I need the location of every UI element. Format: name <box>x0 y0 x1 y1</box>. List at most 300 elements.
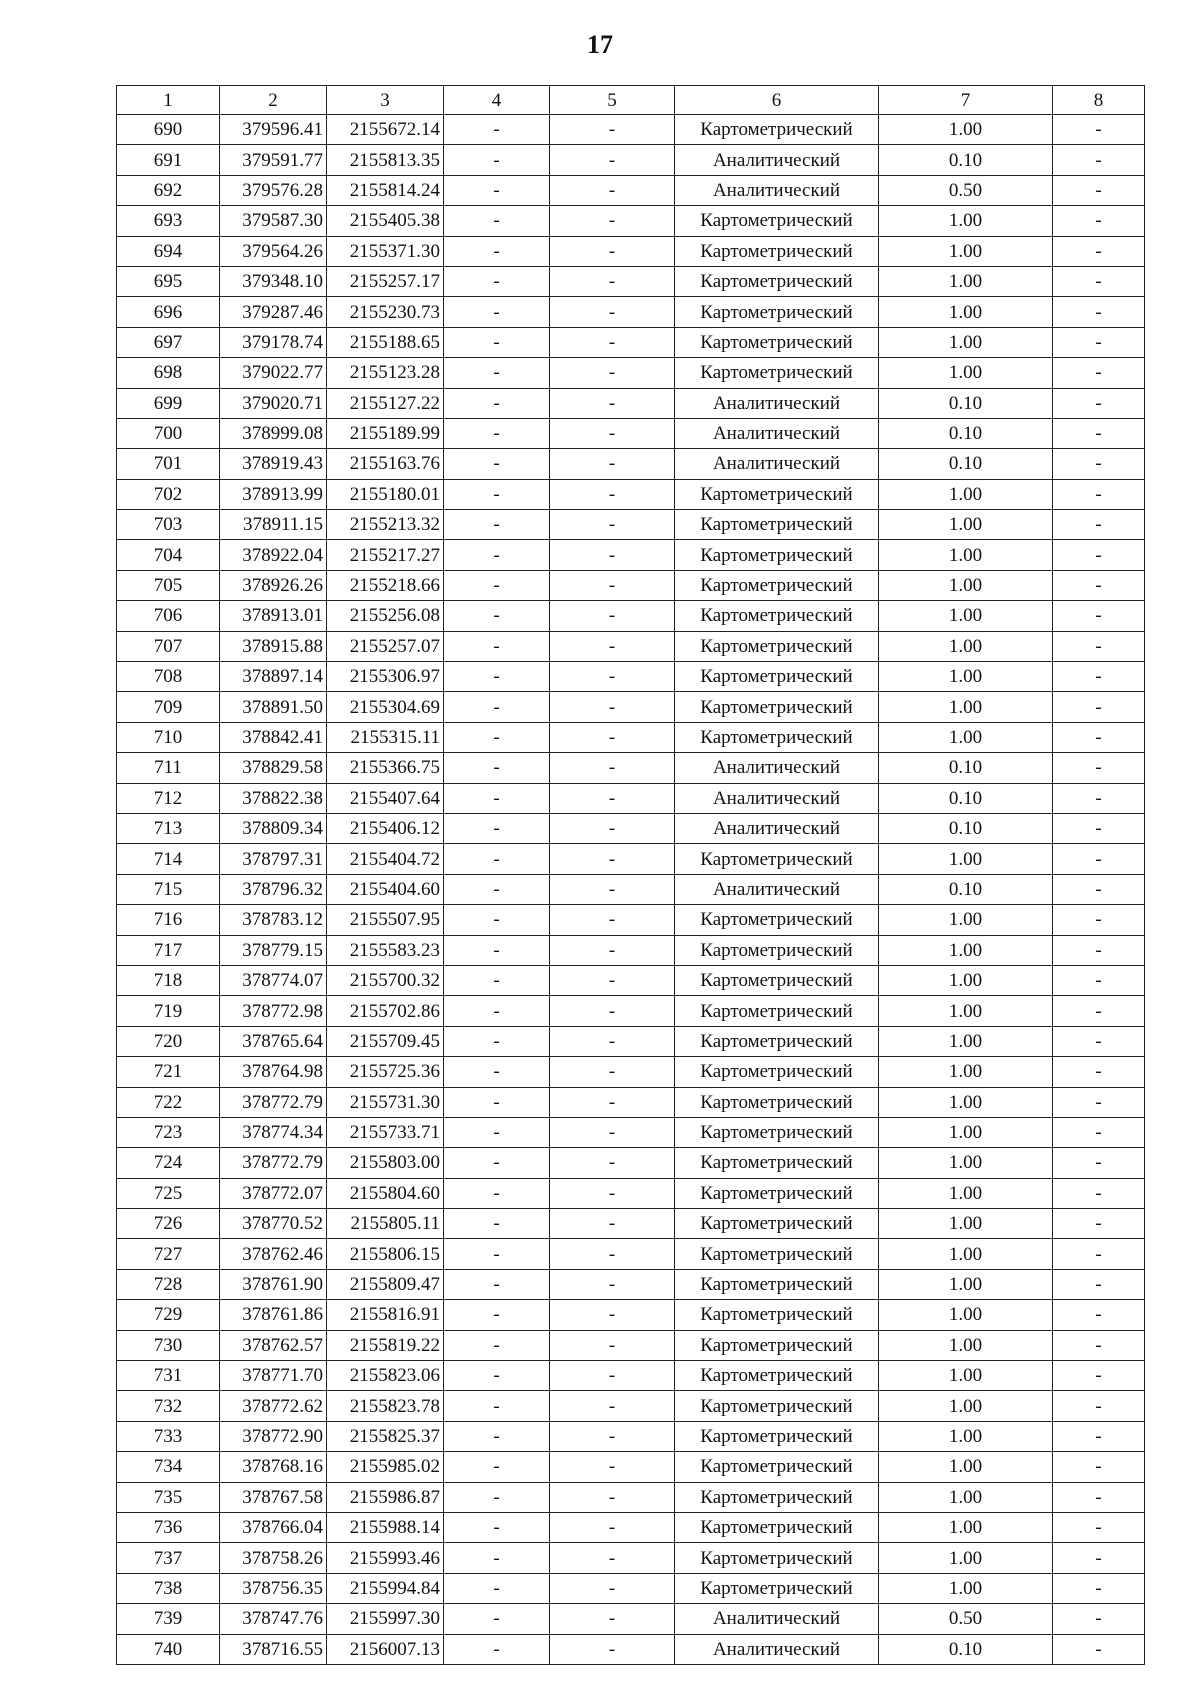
table-cell: 0.10 <box>879 449 1053 479</box>
table-row <box>117 540 1145 570</box>
table-cell: - <box>444 1361 550 1391</box>
table-cell: 0.10 <box>879 874 1053 904</box>
table-cell: 378747.76 <box>220 1604 327 1634</box>
table-cell: - <box>444 479 550 509</box>
table-cell: 378913.01 <box>220 601 327 631</box>
table-cell: 2155404.60 <box>327 874 444 904</box>
table-cell: - <box>444 510 550 540</box>
table-cell: - <box>444 844 550 874</box>
table-row <box>117 1482 1145 1512</box>
table-cell: - <box>550 722 675 752</box>
table-cell: - <box>550 1452 675 1482</box>
table-cell: 379564.26 <box>220 236 327 266</box>
table-cell: - <box>1053 1117 1145 1147</box>
table-cell: Картометрический <box>675 631 879 661</box>
table-cell: 2155406.12 <box>327 813 444 843</box>
table-cell: - <box>550 1361 675 1391</box>
table-cell: 1.00 <box>879 1148 1053 1178</box>
table-cell: - <box>550 813 675 843</box>
table-cell: - <box>444 236 550 266</box>
table-cell: Картометрический <box>675 1330 879 1360</box>
table-cell: 378766.04 <box>220 1512 327 1542</box>
table-cell: - <box>444 601 550 631</box>
table-cell: Картометрический <box>675 479 879 509</box>
table-cell: - <box>550 540 675 570</box>
column-header: 2 <box>220 86 327 115</box>
table-cell: 1.00 <box>879 601 1053 631</box>
table-cell: - <box>550 510 675 540</box>
table-cell: 378765.64 <box>220 1026 327 1056</box>
table-cell: 728 <box>117 1269 220 1299</box>
table-cell: 2155733.71 <box>327 1117 444 1147</box>
table-cell: 2155997.30 <box>327 1604 444 1634</box>
table-cell: 378716.55 <box>220 1634 327 1664</box>
table-row <box>117 1148 1145 1178</box>
table-cell: 0.50 <box>879 175 1053 205</box>
table-cell: - <box>444 1482 550 1512</box>
column-header: 3 <box>327 86 444 115</box>
table-cell: 379596.41 <box>220 115 327 145</box>
table-cell: 2155127.22 <box>327 388 444 418</box>
table-cell: 725 <box>117 1178 220 1208</box>
table-cell: Картометрический <box>675 1209 879 1239</box>
table-cell: 706 <box>117 601 220 631</box>
table-cell: - <box>444 1634 550 1664</box>
table-cell: - <box>1053 692 1145 722</box>
table-row <box>117 1300 1145 1330</box>
table-row <box>117 145 1145 175</box>
table-cell: - <box>550 1148 675 1178</box>
table-cell: 378999.08 <box>220 418 327 448</box>
table-row <box>117 1604 1145 1634</box>
table-cell: 1.00 <box>879 1421 1053 1451</box>
table-cell: Картометрический <box>675 905 879 935</box>
table-cell: Картометрический <box>675 1117 879 1147</box>
table-cell: Картометрический <box>675 1543 879 1573</box>
table-cell: - <box>1053 266 1145 296</box>
table-cell: Картометрический <box>675 1361 879 1391</box>
table-cell: - <box>444 175 550 205</box>
table-cell: 379587.30 <box>220 206 327 236</box>
table-cell: 2155407.64 <box>327 783 444 813</box>
table-cell: - <box>444 1452 550 1482</box>
table-cell: - <box>444 722 550 752</box>
table-cell: - <box>444 692 550 722</box>
table-row <box>117 662 1145 692</box>
table-cell: 1.00 <box>879 206 1053 236</box>
table-row <box>117 449 1145 479</box>
column-header: 5 <box>550 86 675 115</box>
table-cell: - <box>1053 1604 1145 1634</box>
table-cell: Картометрический <box>675 1482 879 1512</box>
table-cell: 378772.07 <box>220 1178 327 1208</box>
table-cell: 378762.46 <box>220 1239 327 1269</box>
table-cell: - <box>1053 115 1145 145</box>
table-cell: 1.00 <box>879 1482 1053 1512</box>
table-cell: - <box>550 753 675 783</box>
table-row <box>117 479 1145 509</box>
table-cell: - <box>1053 1026 1145 1056</box>
table-cell: 2156007.13 <box>327 1634 444 1664</box>
table-cell: Картометрический <box>675 662 879 692</box>
table-cell: - <box>444 206 550 236</box>
table-cell: - <box>444 358 550 388</box>
table-row <box>117 115 1145 145</box>
table-cell: - <box>444 996 550 1026</box>
table-row <box>117 266 1145 296</box>
table-cell: 1.00 <box>879 540 1053 570</box>
table-cell: 1.00 <box>879 1087 1053 1117</box>
table-cell: Картометрический <box>675 1391 879 1421</box>
table-cell: 690 <box>117 115 220 145</box>
table-cell: Картометрический <box>675 327 879 357</box>
table-cell: 378768.16 <box>220 1452 327 1482</box>
table-cell: 1.00 <box>879 115 1053 145</box>
table-cell: Картометрический <box>675 540 879 570</box>
table-cell: - <box>1053 358 1145 388</box>
table-cell: 378772.98 <box>220 996 327 1026</box>
table-cell: - <box>1053 1421 1145 1451</box>
table-cell: - <box>1053 175 1145 205</box>
table-cell: - <box>1053 813 1145 843</box>
table-cell: - <box>1053 1361 1145 1391</box>
table-cell: - <box>1053 1209 1145 1239</box>
table-cell: - <box>444 570 550 600</box>
table-row <box>117 1269 1145 1299</box>
table-cell: - <box>444 115 550 145</box>
table-cell: - <box>550 206 675 236</box>
table-cell: - <box>1053 753 1145 783</box>
table-cell: - <box>550 358 675 388</box>
table-cell: 2155819.22 <box>327 1330 444 1360</box>
column-header: 7 <box>879 86 1053 115</box>
table-cell: - <box>444 388 550 418</box>
table-cell: - <box>550 1573 675 1603</box>
table-row <box>117 1209 1145 1239</box>
table-cell: 1.00 <box>879 1178 1053 1208</box>
table-cell: - <box>550 266 675 296</box>
table-cell: Картометрический <box>675 1087 879 1117</box>
table-cell: - <box>1053 388 1145 418</box>
table-cell: 2155994.84 <box>327 1573 444 1603</box>
table-cell: - <box>1053 1239 1145 1269</box>
table-row <box>117 1421 1145 1451</box>
table-cell: 727 <box>117 1239 220 1269</box>
table-cell: 2155507.95 <box>327 905 444 935</box>
table-row <box>117 601 1145 631</box>
table-cell: - <box>444 874 550 904</box>
table-cell: 1.00 <box>879 1361 1053 1391</box>
table-cell: Картометрический <box>675 1573 879 1603</box>
table-cell: 1.00 <box>879 236 1053 266</box>
table-cell: Аналитический <box>675 388 879 418</box>
table-cell: 2155813.35 <box>327 145 444 175</box>
table-cell: 2155806.15 <box>327 1239 444 1269</box>
table-row <box>117 297 1145 327</box>
table-cell: - <box>1053 297 1145 327</box>
table-cell: 378891.50 <box>220 692 327 722</box>
table-cell: 1.00 <box>879 1512 1053 1542</box>
table-cell: - <box>1053 449 1145 479</box>
table-cell: Аналитический <box>675 783 879 813</box>
table-cell: - <box>1053 722 1145 752</box>
table-row <box>117 236 1145 266</box>
table-cell: 378822.38 <box>220 783 327 813</box>
table-cell: - <box>1053 1330 1145 1360</box>
table-row <box>117 327 1145 357</box>
table-cell: 378772.90 <box>220 1421 327 1451</box>
table-cell: - <box>444 905 550 935</box>
table-cell: 2155213.32 <box>327 510 444 540</box>
table-cell: 2155814.24 <box>327 175 444 205</box>
table-cell: - <box>550 631 675 661</box>
table-cell: 379178.74 <box>220 327 327 357</box>
table-cell: 734 <box>117 1452 220 1482</box>
table-cell: - <box>550 1300 675 1330</box>
table-cell: 710 <box>117 722 220 752</box>
table-cell: - <box>444 1421 550 1451</box>
table-cell: 1.00 <box>879 1117 1053 1147</box>
table-cell: Картометрический <box>675 1512 879 1542</box>
table-cell: - <box>550 965 675 995</box>
table-row <box>117 965 1145 995</box>
table-cell: Картометрический <box>675 510 879 540</box>
table-cell: Картометрический <box>675 935 879 965</box>
table-cell: 721 <box>117 1057 220 1087</box>
table-cell: 2155583.23 <box>327 935 444 965</box>
table-cell: - <box>550 1421 675 1451</box>
table-cell: 378779.15 <box>220 935 327 965</box>
table-cell: 2155986.87 <box>327 1482 444 1512</box>
table-cell: Картометрический <box>675 266 879 296</box>
table-cell: 2155404.72 <box>327 844 444 874</box>
table-cell: - <box>550 327 675 357</box>
table-cell: Картометрический <box>675 692 879 722</box>
table-cell: 1.00 <box>879 1057 1053 1087</box>
table-cell: 694 <box>117 236 220 266</box>
table-cell: 702 <box>117 479 220 509</box>
table-cell: - <box>444 753 550 783</box>
table-cell: 2155230.73 <box>327 297 444 327</box>
table-cell: - <box>550 844 675 874</box>
table-cell: 378774.34 <box>220 1117 327 1147</box>
table-cell: - <box>550 115 675 145</box>
table-row <box>117 783 1145 813</box>
table-cell: 2155188.65 <box>327 327 444 357</box>
table-cell: - <box>550 692 675 722</box>
table-cell: 1.00 <box>879 1026 1053 1056</box>
table-cell: 378758.26 <box>220 1543 327 1573</box>
table-cell: 733 <box>117 1421 220 1451</box>
table-cell: 2155315.11 <box>327 722 444 752</box>
table-cell: Картометрический <box>675 115 879 145</box>
page-number: 17 <box>587 30 613 59</box>
table-cell: - <box>444 1209 550 1239</box>
table-cell: - <box>444 1330 550 1360</box>
table-cell: - <box>1053 1300 1145 1330</box>
table-row <box>117 844 1145 874</box>
table-cell: 2155306.97 <box>327 662 444 692</box>
table-cell: 2155371.30 <box>327 236 444 266</box>
table-cell: 378922.04 <box>220 540 327 570</box>
table-cell: - <box>444 1391 550 1421</box>
table-row <box>117 1452 1145 1482</box>
table-cell: 1.00 <box>879 358 1053 388</box>
table-cell: 2155366.75 <box>327 753 444 783</box>
table-cell: - <box>444 1117 550 1147</box>
table-cell: 1.00 <box>879 844 1053 874</box>
table-cell: 2155816.91 <box>327 1300 444 1330</box>
column-header: 8 <box>1053 86 1145 115</box>
table-cell: - <box>444 1057 550 1087</box>
table-cell: 0.10 <box>879 418 1053 448</box>
table-cell: Картометрический <box>675 570 879 600</box>
table-cell: - <box>444 1573 550 1603</box>
table-cell: 2155180.01 <box>327 479 444 509</box>
table-cell: 1.00 <box>879 297 1053 327</box>
table-cell: 378761.86 <box>220 1300 327 1330</box>
table-cell: - <box>444 1512 550 1542</box>
table-cell: - <box>444 1026 550 1056</box>
table-cell: 378772.62 <box>220 1391 327 1421</box>
table-cell: 722 <box>117 1087 220 1117</box>
table-cell: 1.00 <box>879 1391 1053 1421</box>
table-cell: - <box>444 145 550 175</box>
table-cell: - <box>444 1604 550 1634</box>
table-cell: Картометрический <box>675 1057 879 1087</box>
table-cell: Картометрический <box>675 996 879 1026</box>
table-cell: 378919.43 <box>220 449 327 479</box>
table-cell: Аналитический <box>675 753 879 783</box>
table-cell: - <box>550 1512 675 1542</box>
table-cell: 2155304.69 <box>327 692 444 722</box>
table-cell: 738 <box>117 1573 220 1603</box>
table-cell: 1.00 <box>879 1300 1053 1330</box>
table-cell: 2155804.60 <box>327 1178 444 1208</box>
table-cell: - <box>1053 996 1145 1026</box>
table-cell: - <box>1053 1482 1145 1512</box>
table-cell: Картометрический <box>675 722 879 752</box>
table-cell: - <box>444 965 550 995</box>
table-cell: 732 <box>117 1391 220 1421</box>
table-row <box>117 175 1145 205</box>
table-cell: Картометрический <box>675 1300 879 1330</box>
table-cell: - <box>550 905 675 935</box>
table-row <box>117 1026 1145 1056</box>
table-cell: Картометрический <box>675 601 879 631</box>
table-cell: - <box>1053 540 1145 570</box>
table-cell: 378770.52 <box>220 1209 327 1239</box>
table-cell: - <box>550 175 675 205</box>
table-cell: - <box>550 1543 675 1573</box>
table-cell: - <box>550 662 675 692</box>
table-cell: 378767.58 <box>220 1482 327 1512</box>
table-cell: Картометрический <box>675 1239 879 1269</box>
table-cell: 1.00 <box>879 631 1053 661</box>
column-header: 4 <box>444 86 550 115</box>
table-cell: 379287.46 <box>220 297 327 327</box>
table-row <box>117 1330 1145 1360</box>
table-cell: 2155672.14 <box>327 115 444 145</box>
table-cell: - <box>444 813 550 843</box>
table-cell: 695 <box>117 266 220 296</box>
table-cell: 726 <box>117 1209 220 1239</box>
table-row <box>117 510 1145 540</box>
table-cell: Аналитический <box>675 813 879 843</box>
table-cell: - <box>550 1026 675 1056</box>
table-cell: 698 <box>117 358 220 388</box>
table-cell: 1.00 <box>879 327 1053 357</box>
table-row <box>117 631 1145 661</box>
table-cell: Картометрический <box>675 844 879 874</box>
table-cell: 696 <box>117 297 220 327</box>
table-cell: 1.00 <box>879 1543 1053 1573</box>
table-cell: 2155823.78 <box>327 1391 444 1421</box>
table-row <box>117 1543 1145 1573</box>
table-cell: - <box>1053 1452 1145 1482</box>
table-cell: 713 <box>117 813 220 843</box>
table-cell: 2155805.11 <box>327 1209 444 1239</box>
table-row <box>117 570 1145 600</box>
table-cell: 2155700.32 <box>327 965 444 995</box>
table-cell: - <box>1053 236 1145 266</box>
table-row <box>117 935 1145 965</box>
table-cell: Аналитический <box>675 1604 879 1634</box>
table-cell: 378772.79 <box>220 1148 327 1178</box>
table-header-row <box>117 86 1145 115</box>
table-cell: - <box>550 479 675 509</box>
table-cell: 379022.77 <box>220 358 327 388</box>
table-cell: 2155702.86 <box>327 996 444 1026</box>
table-cell: - <box>444 327 550 357</box>
table-cell: 2155405.38 <box>327 206 444 236</box>
table-cell: - <box>444 631 550 661</box>
table-cell: 1.00 <box>879 1573 1053 1603</box>
table-cell: 2155988.14 <box>327 1512 444 1542</box>
table-cell: - <box>444 540 550 570</box>
table-cell: 379020.71 <box>220 388 327 418</box>
table-cell: 378842.41 <box>220 722 327 752</box>
table-cell: 378911.15 <box>220 510 327 540</box>
table-cell: 1.00 <box>879 965 1053 995</box>
table-cell: 1.00 <box>879 1209 1053 1239</box>
table-cell: 718 <box>117 965 220 995</box>
table-cell: 699 <box>117 388 220 418</box>
table-cell: 703 <box>117 510 220 540</box>
table-cell: Картометрический <box>675 297 879 327</box>
table-cell: - <box>1053 1543 1145 1573</box>
table-cell: 2155825.37 <box>327 1421 444 1451</box>
table-cell: 716 <box>117 905 220 935</box>
table-cell: Картометрический <box>675 1452 879 1482</box>
table-cell: 739 <box>117 1604 220 1634</box>
table-cell: 737 <box>117 1543 220 1573</box>
table-cell: 1.00 <box>879 905 1053 935</box>
table-cell: 0.50 <box>879 1604 1053 1634</box>
table-cell: - <box>444 1543 550 1573</box>
table-cell: 1.00 <box>879 722 1053 752</box>
table-cell: - <box>550 783 675 813</box>
table-row <box>117 722 1145 752</box>
table-cell: 378926.26 <box>220 570 327 600</box>
table-cell: 0.10 <box>879 1634 1053 1664</box>
table-cell: 0.10 <box>879 145 1053 175</box>
table-cell: Аналитический <box>675 874 879 904</box>
table-cell: 709 <box>117 692 220 722</box>
table-cell: 378797.31 <box>220 844 327 874</box>
table-row <box>117 996 1145 1026</box>
table-cell: - <box>550 1087 675 1117</box>
